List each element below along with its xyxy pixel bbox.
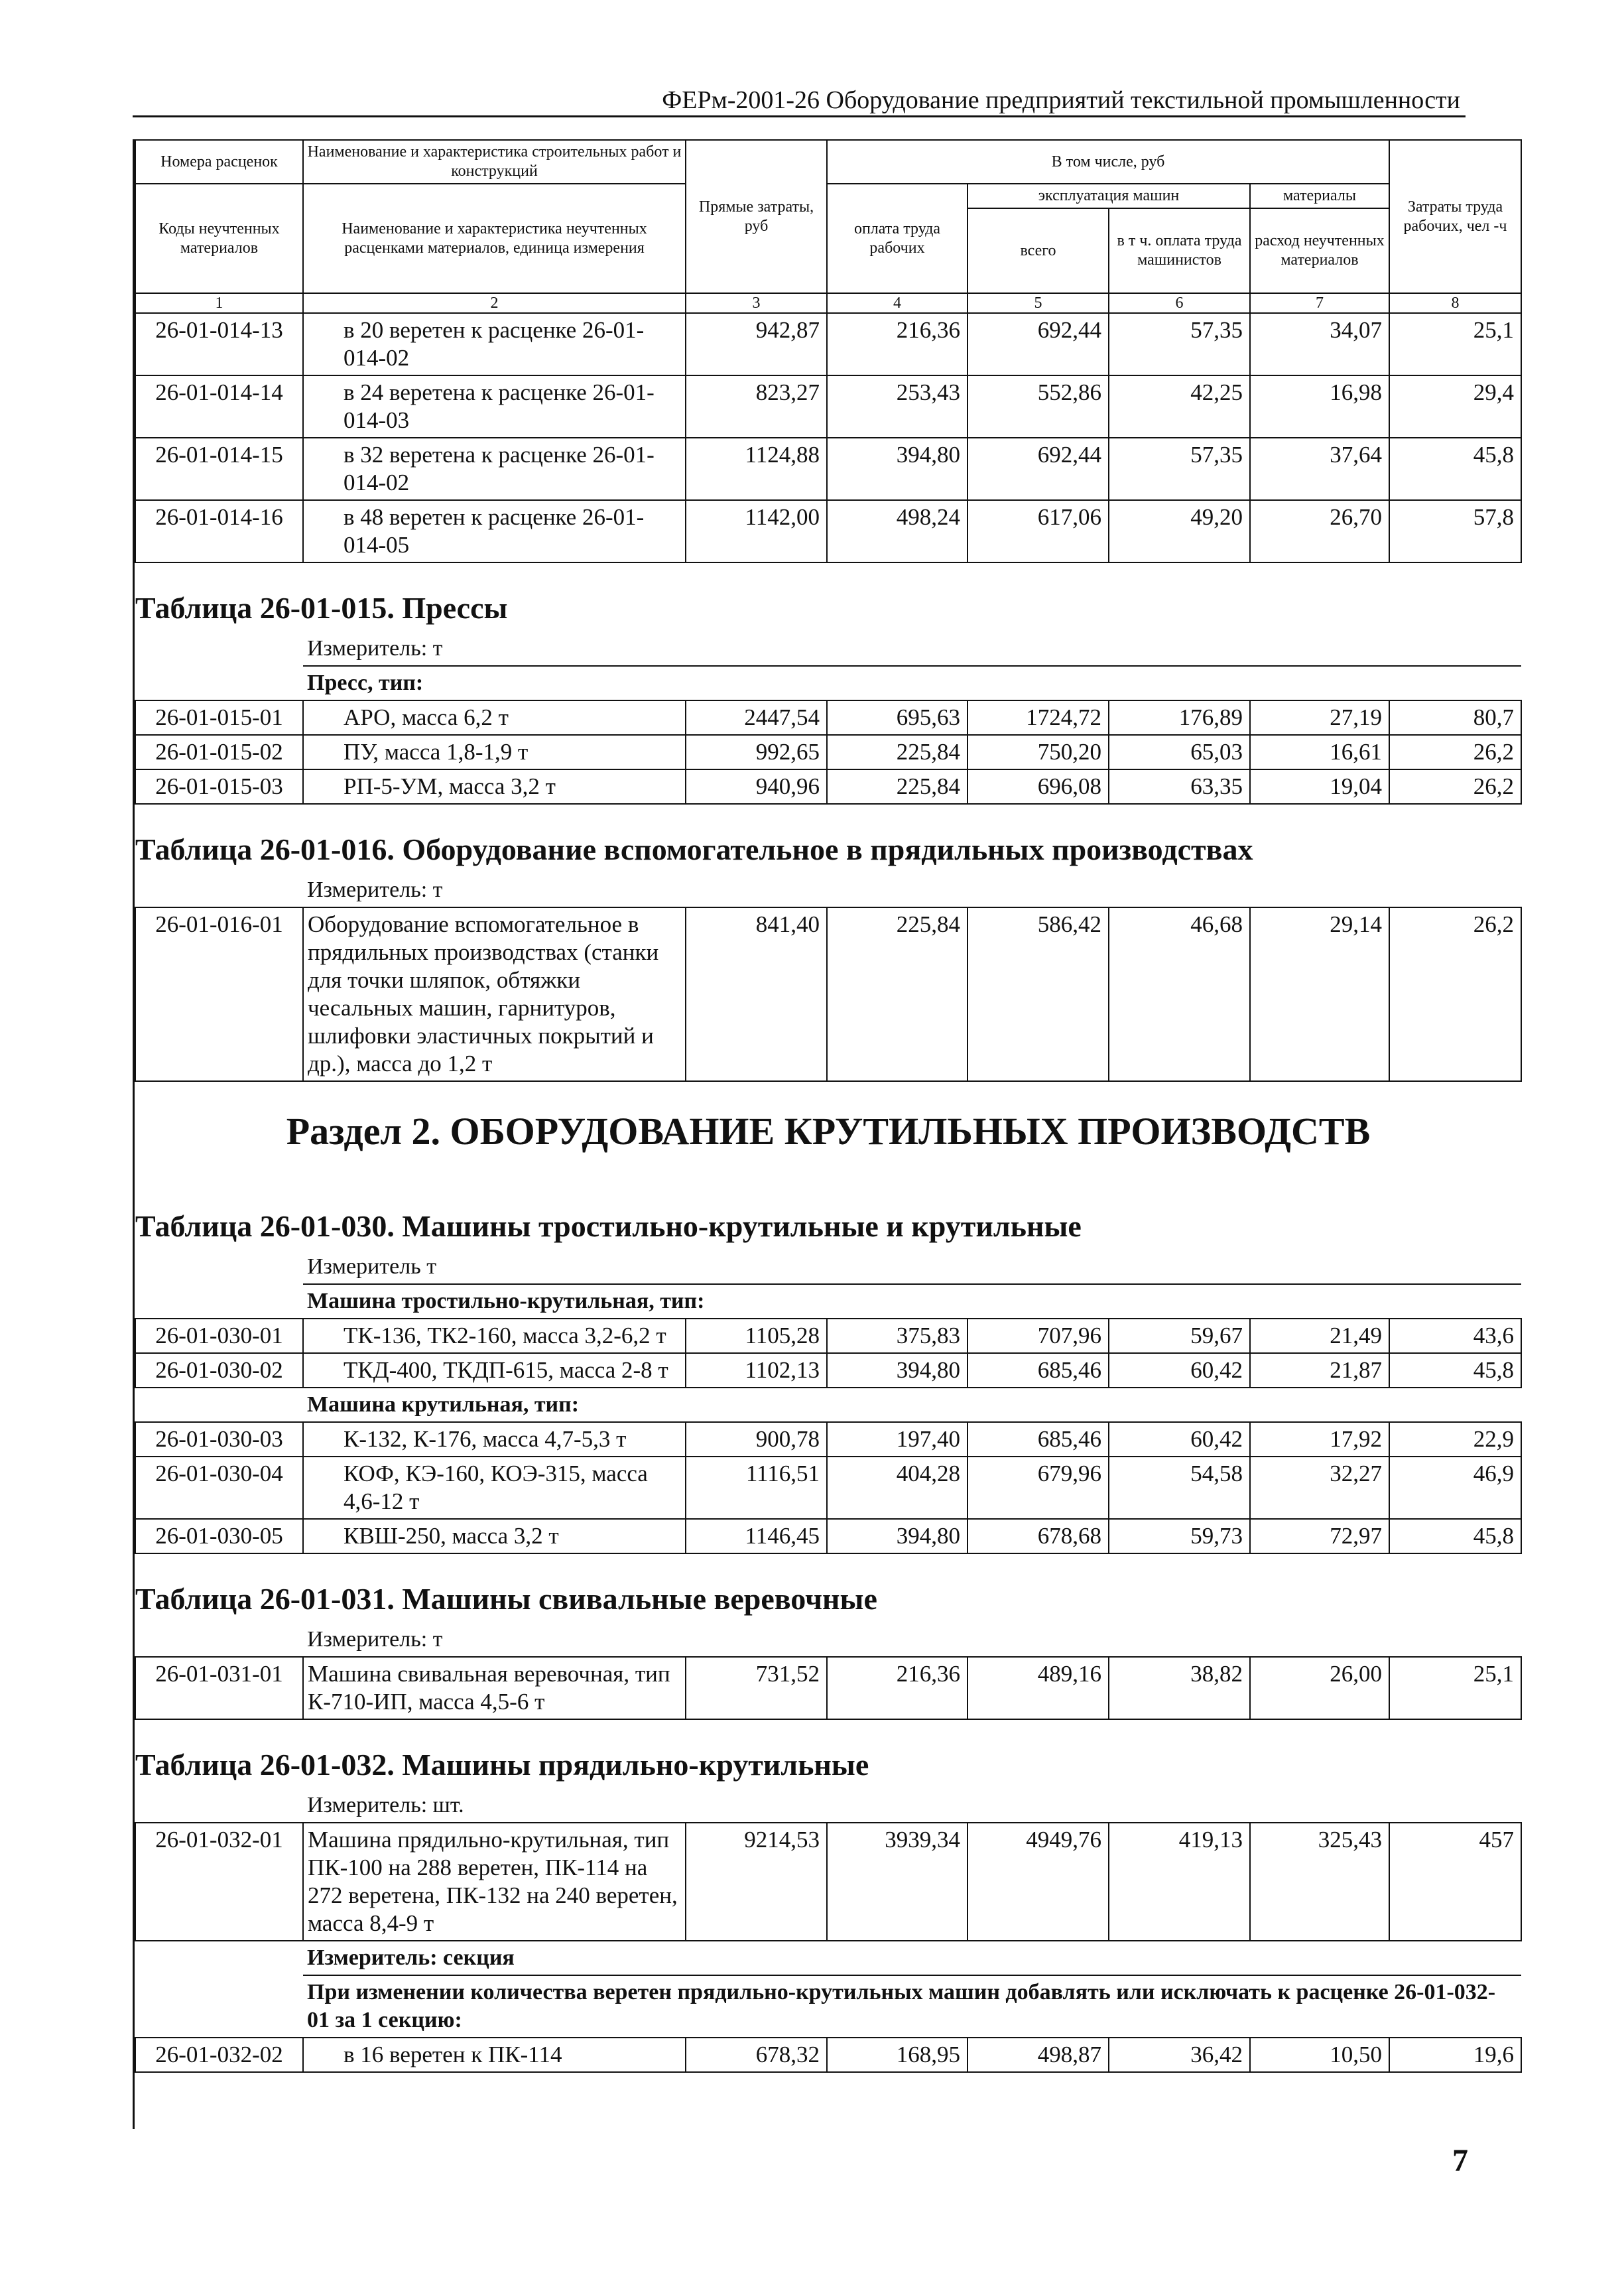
meter-015: Измеритель: т bbox=[303, 632, 1521, 666]
table-row bbox=[135, 1823, 1521, 1941]
empty-cell bbox=[135, 666, 303, 700]
rate-value: 685,46 bbox=[968, 1422, 1109, 1457]
rate-value: 63,35 bbox=[1109, 769, 1250, 804]
rate-value: 60,42 bbox=[1109, 1422, 1250, 1457]
rate-value: 42,25 bbox=[1109, 375, 1250, 438]
rate-value: 37,64 bbox=[1250, 438, 1389, 500]
rate-value: 1116,51 bbox=[686, 1457, 827, 1519]
rate-name: ТКД-400, ТКДП-615, масса 2-8 т bbox=[303, 1353, 686, 1388]
rate-value: 46,68 bbox=[1109, 907, 1250, 1081]
meter-032-2: Измеритель: секция bbox=[303, 1941, 1521, 1975]
subheading-015: Пресс, тип: bbox=[303, 666, 1521, 700]
rate-value: 36,42 bbox=[1109, 2038, 1250, 2072]
rate-value: 57,35 bbox=[1109, 438, 1250, 500]
rate-code: 26-01-030-03 bbox=[135, 1422, 303, 1457]
rate-name: в 16 веретен к ПК-114 bbox=[303, 2038, 686, 2072]
rate-value: 19,04 bbox=[1250, 769, 1389, 804]
rate-value: 498,24 bbox=[827, 500, 968, 562]
note-032: При изменении количества веретен прядильно-крутильных машин добавлять или исключать к расценке 26-01-032-01 за 1 секцию: bbox=[303, 1975, 1521, 2038]
rate-code: 26-01-015-03 bbox=[135, 769, 303, 804]
subheading-030-1: Машина тростильно-крутильная, тип: bbox=[303, 1284, 1521, 1319]
table-title-030: Таблица 26-01-030. Машины тростильно-крутильные и крутильные bbox=[135, 1209, 1082, 1243]
rate-value: 9214,53 bbox=[686, 1823, 827, 1941]
rate-name: Машина прядильно-крутильная, тип ПК-100 на 288 веретен, ПК-114 на 272 веретена, ПК-132 на 240 веретен, масса 8,4-9 т bbox=[303, 1823, 686, 1941]
rate-value: 10,50 bbox=[1250, 2038, 1389, 2072]
rate-value: 489,16 bbox=[968, 1657, 1109, 1719]
rate-value: 45,8 bbox=[1389, 1353, 1521, 1388]
rate-value: 498,87 bbox=[968, 2038, 1109, 2072]
rate-code: 26-01-032-01 bbox=[135, 1823, 303, 1941]
section-heading-row bbox=[135, 1081, 1521, 1181]
rate-value: 27,19 bbox=[1250, 700, 1389, 735]
table-row bbox=[135, 2038, 1521, 2072]
rate-value: 1146,45 bbox=[686, 1519, 827, 1553]
rate-value: 54,58 bbox=[1109, 1457, 1250, 1519]
rate-value: 26,2 bbox=[1389, 735, 1521, 769]
rate-value: 19,6 bbox=[1389, 2038, 1521, 2072]
rate-value: 3939,34 bbox=[827, 1823, 968, 1941]
col-head-rashod: расход неучтенных материалов bbox=[1250, 208, 1389, 293]
empty-cell bbox=[135, 1941, 303, 1975]
page-number: 7 bbox=[1452, 2143, 1468, 2178]
rate-value: 940,96 bbox=[686, 769, 827, 804]
table-title-030-row bbox=[135, 1181, 1521, 1250]
rate-value: 404,28 bbox=[827, 1457, 968, 1519]
col-head-kody: Коды неучтенных материалов bbox=[135, 184, 303, 293]
rate-value: 253,43 bbox=[827, 375, 968, 438]
rate-value: 679,96 bbox=[968, 1457, 1109, 1519]
subheading-030-1-row bbox=[135, 1284, 1521, 1319]
meter-031: Измеритель: т bbox=[303, 1623, 1521, 1657]
table-row bbox=[135, 438, 1521, 500]
rate-name: К-132, К-176, масса 4,7-5,3 т bbox=[303, 1422, 686, 1457]
rate-code: 26-01-015-01 bbox=[135, 700, 303, 735]
rate-value: 394,80 bbox=[827, 1519, 968, 1553]
meter-030: Измеритель т bbox=[303, 1250, 1521, 1284]
rate-value: 22,9 bbox=[1389, 1422, 1521, 1457]
col-head-nomera: Номера расценок bbox=[135, 140, 303, 184]
table-title-015: Таблица 26-01-015. Прессы bbox=[135, 591, 508, 625]
rate-value: 692,44 bbox=[968, 313, 1109, 375]
rate-value: 375,83 bbox=[827, 1319, 968, 1353]
rate-value: 21,49 bbox=[1250, 1319, 1389, 1353]
table-row bbox=[135, 1353, 1521, 1388]
rate-code: 26-01-030-05 bbox=[135, 1519, 303, 1553]
table-row bbox=[135, 1457, 1521, 1519]
col-num: 4 bbox=[827, 293, 968, 313]
col-head-ekspl: эксплуатация машин bbox=[968, 184, 1250, 208]
empty-cell bbox=[135, 1284, 303, 1319]
table-row bbox=[135, 375, 1521, 438]
rate-value: 225,84 bbox=[827, 907, 968, 1081]
rates-table bbox=[135, 139, 1522, 2073]
rate-value: 65,03 bbox=[1109, 735, 1250, 769]
meter-016-row bbox=[135, 874, 1521, 907]
rate-code: 26-01-014-14 bbox=[135, 375, 303, 438]
rate-value: 45,8 bbox=[1389, 438, 1521, 500]
rate-value: 696,08 bbox=[968, 769, 1109, 804]
table-title-032: Таблица 26-01-032. Машины прядильно-крутильные bbox=[135, 1748, 869, 1782]
table-row bbox=[135, 907, 1521, 1081]
col-num: 7 bbox=[1250, 293, 1389, 313]
rate-value: 45,8 bbox=[1389, 1519, 1521, 1553]
meter-015-row bbox=[135, 632, 1521, 666]
rate-value: 685,46 bbox=[968, 1353, 1109, 1388]
col-head-naim1: Наименование и характеристика строительных работ и конструкций bbox=[303, 140, 686, 184]
rate-name: в 32 веретена к расценке 26-01-014-02 bbox=[303, 438, 686, 500]
rate-name: ТК-136, ТК2-160, масса 3,2-6,2 т bbox=[303, 1319, 686, 1353]
rate-value: 707,96 bbox=[968, 1319, 1109, 1353]
rate-value: 841,40 bbox=[686, 907, 827, 1081]
col-head-vsego: всего bbox=[968, 208, 1109, 293]
rate-value: 59,73 bbox=[1109, 1519, 1250, 1553]
rate-value: 29,4 bbox=[1389, 375, 1521, 438]
rate-value: 26,2 bbox=[1389, 769, 1521, 804]
rate-name: КВШ-250, масса 3,2 т bbox=[303, 1519, 686, 1553]
rate-value: 21,87 bbox=[1250, 1353, 1389, 1388]
col-head-naim2: Наименование и характеристика неучтенных расценками материалов, единица измерения bbox=[303, 184, 686, 293]
table-row bbox=[135, 700, 1521, 735]
table-row bbox=[135, 500, 1521, 562]
meter-032: Измеритель: шт. bbox=[303, 1789, 1521, 1823]
rate-code: 26-01-014-16 bbox=[135, 500, 303, 562]
rate-value: 57,35 bbox=[1109, 313, 1250, 375]
rate-value: 34,07 bbox=[1250, 313, 1389, 375]
running-header: ФЕРм-2001-26 Оборудование предприятий текстильной промышленности bbox=[133, 85, 1466, 117]
rate-value: 216,36 bbox=[827, 313, 968, 375]
rate-value: 60,42 bbox=[1109, 1353, 1250, 1388]
meter-031-row bbox=[135, 1623, 1521, 1657]
rate-value: 750,20 bbox=[968, 735, 1109, 769]
col-head-vtch: в т ч. оплата труда машинистов bbox=[1109, 208, 1250, 293]
rate-code: 26-01-014-15 bbox=[135, 438, 303, 500]
col-head-pryamye: Прямые затраты, руб bbox=[686, 140, 827, 293]
rate-value: 419,13 bbox=[1109, 1823, 1250, 1941]
col-num: 5 bbox=[968, 293, 1109, 313]
table-row bbox=[135, 1657, 1521, 1719]
rate-value: 1102,13 bbox=[686, 1353, 827, 1388]
empty-cell bbox=[135, 1250, 303, 1284]
rate-value: 176,89 bbox=[1109, 700, 1250, 735]
rate-value: 2447,54 bbox=[686, 700, 827, 735]
rate-value: 38,82 bbox=[1109, 1657, 1250, 1719]
col-num: 3 bbox=[686, 293, 827, 313]
col-head-oplata: оплата труда рабочих bbox=[827, 184, 968, 293]
rate-value: 325,43 bbox=[1250, 1823, 1389, 1941]
rate-value: 900,78 bbox=[686, 1422, 827, 1457]
rate-name: АРО, масса 6,2 т bbox=[303, 700, 686, 735]
rate-code: 26-01-030-04 bbox=[135, 1457, 303, 1519]
table-row bbox=[135, 735, 1521, 769]
rate-value: 1724,72 bbox=[968, 700, 1109, 735]
empty-cell bbox=[135, 1789, 303, 1823]
rate-value: 72,97 bbox=[1250, 1519, 1389, 1553]
rate-name: Оборудование вспомогательное в прядильных производствах (станки для точки шляпок, обтяжки чесальных машин, гарнитуров, шлифовки эластичных покрытий и др.), масса до 1,2 т bbox=[303, 907, 686, 1081]
table-row bbox=[135, 313, 1521, 375]
rate-code: 26-01-030-02 bbox=[135, 1353, 303, 1388]
section-heading: Раздел 2. ОБОРУДОВАНИЕ КРУТИЛЬНЫХ ПРОИЗВОДСТВ bbox=[286, 1110, 1371, 1153]
col-head-v-tom-chisle: В том числе, руб bbox=[827, 140, 1389, 184]
meter-032-row bbox=[135, 1789, 1521, 1823]
col-num: 1 bbox=[135, 293, 303, 313]
table-title-032-row bbox=[135, 1719, 1521, 1789]
rate-value: 731,52 bbox=[686, 1657, 827, 1719]
rate-value: 216,36 bbox=[827, 1657, 968, 1719]
meter-032-2-row bbox=[135, 1941, 1521, 1975]
col-head-zatraty: Затраты труда рабочих, чел -ч bbox=[1389, 140, 1521, 293]
rate-value: 992,65 bbox=[686, 735, 827, 769]
rate-value: 457 bbox=[1389, 1823, 1521, 1941]
rate-value: 57,8 bbox=[1389, 500, 1521, 562]
rate-value: 46,9 bbox=[1389, 1457, 1521, 1519]
subheading-030-2: Машина крутильная, тип: bbox=[303, 1388, 1521, 1422]
empty-cell bbox=[135, 874, 303, 907]
rate-value: 552,86 bbox=[968, 375, 1109, 438]
meter-030-row bbox=[135, 1250, 1521, 1284]
table-row bbox=[135, 769, 1521, 804]
rate-value: 1105,28 bbox=[686, 1319, 827, 1353]
rate-value: 4949,76 bbox=[968, 1823, 1109, 1941]
rate-code: 26-01-014-13 bbox=[135, 313, 303, 375]
table-title-016: Таблица 26-01-016. Оборудование вспомогательное в прядильных производствах bbox=[135, 832, 1253, 866]
rate-value: 16,61 bbox=[1250, 735, 1389, 769]
empty-cell bbox=[135, 1623, 303, 1657]
rate-value: 25,1 bbox=[1389, 1657, 1521, 1719]
rate-value: 168,95 bbox=[827, 2038, 968, 2072]
rate-value: 394,80 bbox=[827, 438, 968, 500]
rate-name: КОФ, КЭ-160, КОЭ-315, масса 4,6-12 т bbox=[303, 1457, 686, 1519]
rate-value: 49,20 bbox=[1109, 500, 1250, 562]
rate-value: 59,67 bbox=[1109, 1319, 1250, 1353]
col-num: 8 bbox=[1389, 293, 1521, 313]
rate-value: 17,92 bbox=[1250, 1422, 1389, 1457]
rate-value: 942,87 bbox=[686, 313, 827, 375]
table-title-015-row bbox=[135, 562, 1521, 632]
note-032-row bbox=[135, 1975, 1521, 2038]
rate-value: 26,2 bbox=[1389, 907, 1521, 1081]
rate-value: 1142,00 bbox=[686, 500, 827, 562]
table-row bbox=[135, 1519, 1521, 1553]
rate-value: 32,27 bbox=[1250, 1457, 1389, 1519]
rate-value: 1124,88 bbox=[686, 438, 827, 500]
rate-value: 225,84 bbox=[827, 769, 968, 804]
rate-code: 26-01-032-02 bbox=[135, 2038, 303, 2072]
rate-code: 26-01-016-01 bbox=[135, 907, 303, 1081]
rate-name: в 48 веретен к расценке 26-01-014-05 bbox=[303, 500, 686, 562]
rate-value: 16,98 bbox=[1250, 375, 1389, 438]
rate-value: 692,44 bbox=[968, 438, 1109, 500]
rate-value: 617,06 bbox=[968, 500, 1109, 562]
col-head-materialy: материалы bbox=[1250, 184, 1389, 208]
rate-code: 26-01-030-01 bbox=[135, 1319, 303, 1353]
table-title-016-row bbox=[135, 804, 1521, 874]
rate-code: 26-01-015-02 bbox=[135, 735, 303, 769]
subheading-015-row bbox=[135, 666, 1521, 700]
rate-value: 26,70 bbox=[1250, 500, 1389, 562]
empty-cell bbox=[135, 1388, 303, 1422]
rate-name: в 20 веретен к расценке 26-01-014-02 bbox=[303, 313, 686, 375]
rate-name: ПУ, масса 1,8-1,9 т bbox=[303, 735, 686, 769]
table-row bbox=[135, 1319, 1521, 1353]
rate-value: 678,68 bbox=[968, 1519, 1109, 1553]
empty-cell bbox=[135, 1975, 303, 2038]
rate-value: 394,80 bbox=[827, 1353, 968, 1388]
rate-value: 586,42 bbox=[968, 907, 1109, 1081]
meter-016: Измеритель: т bbox=[303, 874, 1521, 907]
rate-value: 225,84 bbox=[827, 735, 968, 769]
subheading-030-2-row bbox=[135, 1388, 1521, 1422]
rate-value: 80,7 bbox=[1389, 700, 1521, 735]
rate-value: 25,1 bbox=[1389, 313, 1521, 375]
col-num: 2 bbox=[303, 293, 686, 313]
table-title-031-row bbox=[135, 1553, 1521, 1623]
rate-value: 43,6 bbox=[1389, 1319, 1521, 1353]
col-num: 6 bbox=[1109, 293, 1250, 313]
rate-name: в 24 веретена к расценке 26-01-014-03 bbox=[303, 375, 686, 438]
rate-value: 695,63 bbox=[827, 700, 968, 735]
rate-value: 197,40 bbox=[827, 1422, 968, 1457]
rate-name: РП-5-УМ, масса 3,2 т bbox=[303, 769, 686, 804]
table-title-031: Таблица 26-01-031. Машины свивальные веревочные bbox=[135, 1582, 877, 1616]
table-row bbox=[135, 1422, 1521, 1457]
rate-value: 26,00 bbox=[1250, 1657, 1389, 1719]
rate-code: 26-01-031-01 bbox=[135, 1657, 303, 1719]
rate-value: 823,27 bbox=[686, 375, 827, 438]
rate-name: Машина свивальная веревочная, тип К-710-ИП, масса 4,5-6 т bbox=[303, 1657, 686, 1719]
rate-value: 29,14 bbox=[1250, 907, 1389, 1081]
rate-value: 678,32 bbox=[686, 2038, 827, 2072]
empty-cell bbox=[135, 632, 303, 666]
